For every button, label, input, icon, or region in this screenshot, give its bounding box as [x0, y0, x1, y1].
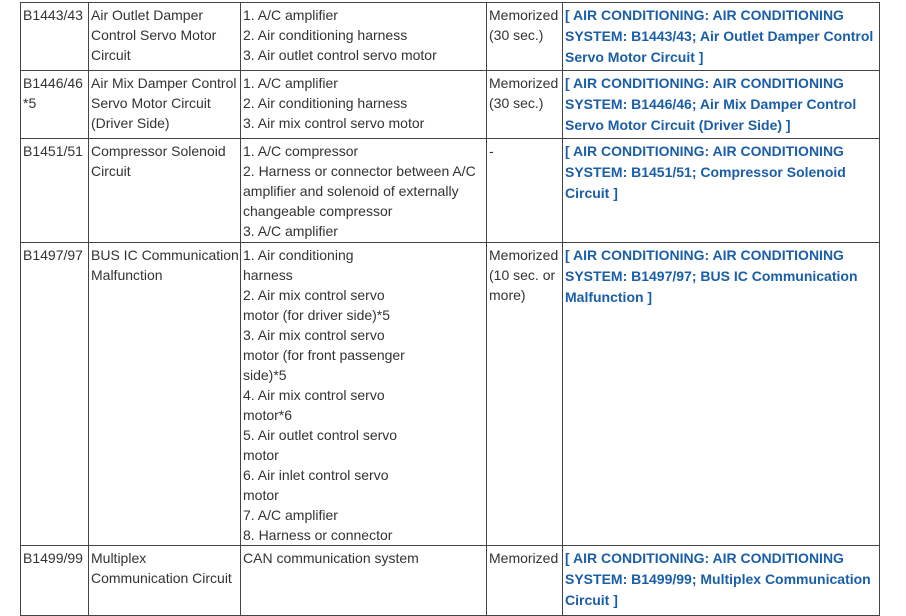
memory-cell	[487, 3, 563, 71]
dtc-code-cell	[21, 243, 89, 546]
trouble-area-cell	[241, 3, 487, 71]
dtc-code: B1499/99	[23, 550, 83, 566]
trouble-area-item: 8. Harness or connector	[243, 527, 393, 543]
trouble-area-item: CAN communication system	[243, 550, 419, 566]
link-cell	[563, 3, 880, 71]
detection-item-cell	[89, 546, 241, 616]
dtc-code: B1451/51	[23, 143, 83, 159]
link-cell	[563, 139, 880, 243]
trouble-area-item: 2. Harness or connector between A/C amplifier and solenoid of externally changeable compressor	[243, 163, 476, 219]
link-cell	[563, 71, 880, 139]
memory-status: Memorized (30 sec.)	[489, 75, 559, 111]
detection-item: Compressor Solenoid Circuit	[91, 143, 226, 179]
dtc-code-cell	[21, 139, 89, 243]
memory-status: Memorized (30 sec.)	[489, 7, 559, 43]
procedure-link[interactable]: [ AIR CONDITIONING: AIR CONDITIONING SYSTEM: B1451/51; Compressor Solenoid Circuit ]	[565, 143, 846, 201]
trouble-area-cell	[241, 71, 487, 139]
dtc-code-cell	[21, 3, 89, 71]
memory-cell	[487, 71, 563, 139]
memory-cell	[487, 243, 563, 546]
trouble-area-item: 2. Air conditioning harness	[243, 27, 408, 43]
trouble-area-cell	[241, 546, 487, 616]
dtc-code-cell	[21, 71, 89, 139]
link-cell	[563, 546, 880, 616]
memory-status: Memorized (10 sec. or more)	[489, 247, 559, 303]
procedure-link[interactable]: [ AIR CONDITIONING: AIR CONDITIONING SYSTEM: B1443/43; Air Outlet Damper Control Servo Motor Circuit ]	[565, 7, 874, 65]
trouble-area-item: 4. Air mix control servo motor*6	[243, 387, 385, 423]
table-row	[21, 243, 880, 546]
dtc-code: B1443/43	[23, 7, 83, 23]
dtc-code-cell	[21, 546, 89, 616]
trouble-area-cell	[241, 139, 487, 243]
table-row	[21, 139, 880, 243]
dtc-code: B1497/97	[23, 247, 83, 263]
memory-status: Memorized	[489, 550, 559, 566]
procedure-link[interactable]: [ AIR CONDITIONING: AIR CONDITIONING SYSTEM: B1499/99; Multiplex Communication Circuit ]	[565, 550, 871, 608]
trouble-area-item: 7. A/C amplifier	[243, 507, 338, 523]
table-row	[21, 3, 880, 71]
trouble-area-item: 1. Air conditioning harness	[243, 247, 354, 283]
table-row	[21, 71, 880, 139]
trouble-area-item: 3. Air outlet control servo motor	[243, 47, 437, 63]
trouble-area-item: 5. Air outlet control servo motor	[243, 427, 398, 463]
trouble-area-item: 3. A/C amplifier	[243, 223, 338, 239]
trouble-area-cell	[241, 243, 487, 546]
detection-item: Air Outlet Damper Control Servo Motor Circuit	[91, 7, 217, 63]
trouble-area-item: 2. Air mix control servo motor (for driver side)*5	[243, 287, 391, 323]
trouble-area-item: 1. A/C amplifier	[243, 75, 338, 91]
detection-item-cell	[89, 139, 241, 243]
procedure-link[interactable]: [ AIR CONDITIONING: AIR CONDITIONING SYSTEM: B1497/97; BUS IC Communication Malfunction ]	[565, 247, 858, 305]
detection-item-cell	[89, 243, 241, 546]
trouble-area-item: 2. Air conditioning harness	[243, 95, 408, 111]
trouble-area-item: 6. Air inlet control servo motor	[243, 467, 389, 503]
memory-cell	[487, 546, 563, 616]
procedure-link[interactable]: [ AIR CONDITIONING: AIR CONDITIONING SYSTEM: B1446/46; Air Mix Damper Control Servo Motor Circuit (Driver Side) ]	[565, 75, 857, 133]
trouble-area-item: 1. A/C amplifier	[243, 7, 338, 23]
dtc-table	[20, 2, 880, 616]
memory-cell	[487, 139, 563, 243]
dtc-code: B1446/46 *5	[23, 75, 83, 111]
trouble-area-item: 3. Air mix control servo motor	[243, 115, 425, 131]
trouble-area-item: 3. Air mix control servo motor (for front passenger side)*5	[243, 327, 405, 383]
table-row	[21, 546, 880, 616]
detection-item: BUS IC Communication Malfunction	[91, 247, 239, 283]
link-cell	[563, 243, 880, 546]
detection-item: Air Mix Damper Control Servo Motor Circuit (Driver Side)	[91, 75, 237, 131]
trouble-area-item: 1. A/C compressor	[243, 143, 359, 159]
detection-item-cell	[89, 71, 241, 139]
memory-status: -	[489, 143, 494, 159]
detection-item-cell	[89, 3, 241, 71]
detection-item: Multiplex Communication Circuit	[91, 550, 232, 586]
